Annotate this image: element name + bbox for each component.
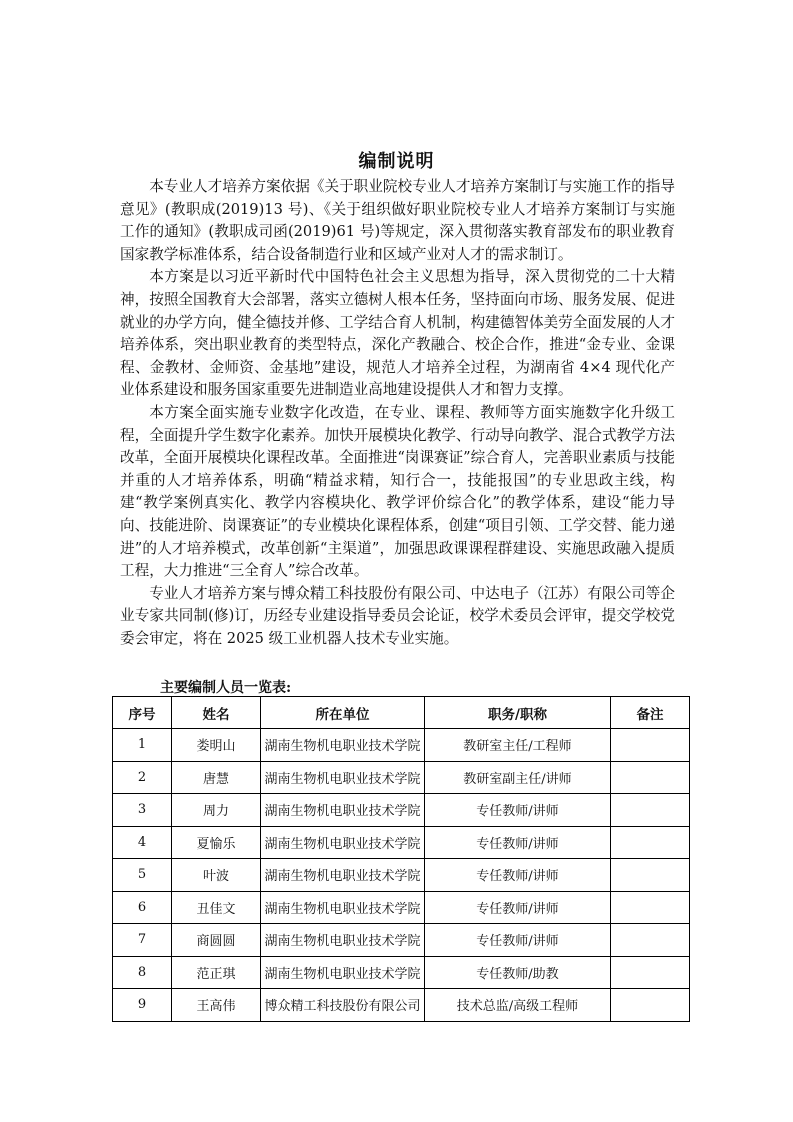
cell-title: 专任教师/讲师 (425, 826, 611, 859)
cell-remark (611, 891, 690, 924)
cell-unit: 湖南生物机电职业技术学院 (261, 924, 425, 957)
body-text (120, 176, 675, 650)
cell-name: 王高伟 (172, 989, 261, 1022)
cell-remark (611, 924, 690, 957)
cell-title: 专任教师/讲师 (425, 924, 611, 957)
cell-title: 教研室副主任/讲师 (425, 761, 611, 794)
cell-unit: 湖南生物机电职业技术学院 (261, 794, 425, 827)
table-row (113, 891, 690, 924)
cell-remark (611, 826, 690, 859)
table-row (113, 794, 690, 827)
cell-title: 专任教师/讲师 (425, 891, 611, 924)
staff-table (112, 696, 690, 1022)
header-remark: 备注 (611, 697, 690, 729)
table-row (113, 989, 690, 1022)
table-row (113, 924, 690, 957)
cell-name: 娄明山 (172, 729, 261, 762)
cell-name: 唐慧 (172, 761, 261, 794)
cell-title: 专任教师/讲师 (425, 794, 611, 827)
cell-unit: 湖南生物机电职业技术学院 (261, 729, 425, 762)
cell-index: 7 (113, 924, 172, 957)
cell-title: 专任教师/讲师 (425, 859, 611, 892)
header-index: 序号 (113, 697, 172, 729)
cell-name: 范正琪 (172, 956, 261, 989)
cell-remark (611, 794, 690, 827)
paragraph-4: 专业人才培养方案与博众精工科技股份有限公司、中达电子（江苏）有限公司等企业专家共同制(修)订，历经专业建设指导委员会论证，校学术委员会评审，提交学校党委会审定，将在 2025 级工业机器人技术专业实施。 (120, 584, 675, 647)
cell-remark (611, 859, 690, 892)
cell-title: 教研室主任/工程师 (425, 729, 611, 762)
header-title: 职务/职称 (425, 697, 611, 729)
table-row (113, 761, 690, 794)
cell-index: 9 (113, 989, 172, 1022)
cell-index: 6 (113, 891, 172, 924)
cell-index: 5 (113, 859, 172, 892)
cell-remark (611, 729, 690, 762)
cell-title: 技术总监/高级工程师 (425, 989, 611, 1022)
table-caption: 主要编制人员一览表: (160, 680, 292, 696)
cell-remark (611, 989, 690, 1022)
paragraph-1: 本专业人才培养方案依据《关于职业院校专业人才培养方案制订与实施工作的指导意见》(教职成(2019)13 号)、《关于组织做好职业院校专业人才培养方案制订与实施工作的通知》(教职成司函(2019)61 号)等规定，深入贯彻落实教育部发布的职业教育国家教学标准体系，结合设备制造行业和区域产业对人才的需求制订。 (120, 178, 675, 263)
cell-remark (611, 956, 690, 989)
table-row (113, 956, 690, 989)
cell-name: 夏愉乐 (172, 826, 261, 859)
cell-unit: 博众精工科技股份有限公司 (261, 989, 425, 1022)
cell-name: 周力 (172, 794, 261, 827)
table-header-row (113, 697, 690, 729)
cell-remark (611, 761, 690, 794)
table-row (113, 729, 690, 762)
header-unit: 所在单位 (261, 697, 425, 729)
cell-index: 4 (113, 826, 172, 859)
cell-name: 叶波 (172, 859, 261, 892)
cell-index: 3 (113, 794, 172, 827)
page-title: 编制说明 (358, 151, 435, 172)
cell-unit: 湖南生物机电职业技术学院 (261, 956, 425, 989)
cell-unit: 湖南生物机电职业技术学院 (261, 826, 425, 859)
cell-title: 专任教师/助教 (425, 956, 611, 989)
paragraph-2: 本方案是以习近平新时代中国特色社会主义思想为指导，深入贯彻党的二十大精神，按照全国教育大会部署，落实立德树人根本任务，坚持面向市场、服务发展、促进就业的办学方向，健全德技并修、工学结合育人机制，构建德智体美劳全面发展的人才培养体系，突出职业教育的类型特点，深化产教融合、校企合作，推进“金专业、金课程、金教材、金师资、金基地”建设，规范人才培养全过程，为湖南省 4×4 现代化产业体系建设和服务国家重要先进制造业高地建设提供人才和智力支撑。 (120, 268, 675, 399)
cell-name: 商圆圆 (172, 924, 261, 957)
paragraph-3: 本方案全面实施专业数字化改造，在专业、课程、教师等方面实施数字化升级工程，全面提升学生数字化素养。加快开展模块化教学、行动导向教学、混合式教学方法改革，全面开展模块化课程改革。全面推进“岗课赛证”综合育人，完善职业素质与技能并重的人才培养体系，明确“精益求精，知行合一，技能报国”的专业思政主线，构建“教学案例真实化、教学内容模块化、教学评价综合化”的教学体系，建设“能力导向、技能进阶、岗课赛证”的专业模块化课程体系，创建“项目引领、工学交替、能力递进”的人才培养模式，改革创新“主渠道”，加强思政课课程群建设、实施思政融入提质工程，大力推进“三全育人”综合改革。 (120, 403, 675, 580)
table-row (113, 826, 690, 859)
cell-unit: 湖南生物机电职业技术学院 (261, 859, 425, 892)
cell-index: 8 (113, 956, 172, 989)
cell-unit: 湖南生物机电职业技术学院 (261, 761, 425, 794)
cell-index: 2 (113, 761, 172, 794)
table-row (113, 859, 690, 892)
cell-name: 丑佳文 (172, 891, 261, 924)
header-name: 姓名 (172, 697, 261, 729)
cell-index: 1 (113, 729, 172, 762)
cell-unit: 湖南生物机电职业技术学院 (261, 891, 425, 924)
